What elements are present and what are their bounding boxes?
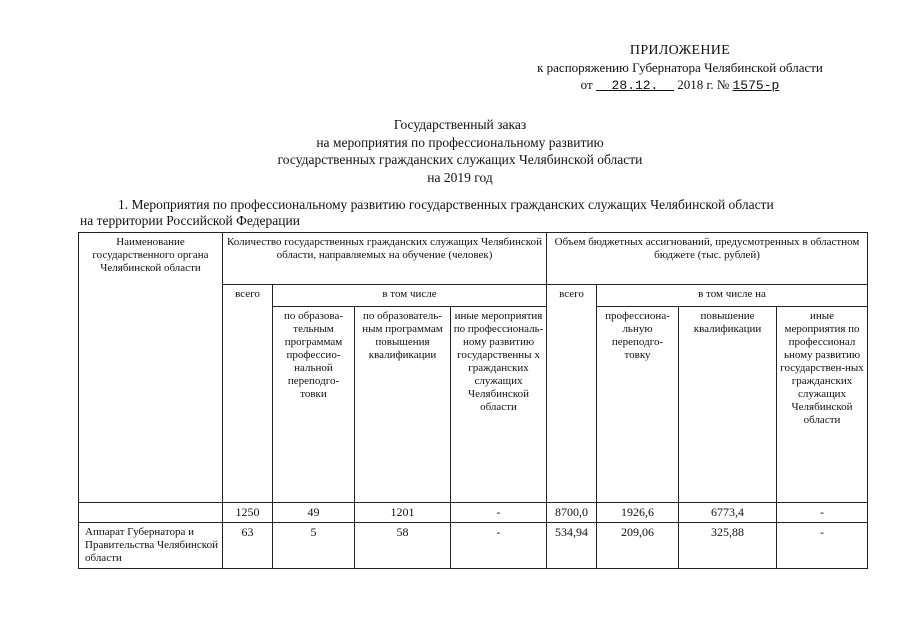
cell-other: - xyxy=(451,503,547,523)
header-org-name: Наименование государственного органа Челябинской области xyxy=(79,233,223,503)
header-including: в том числе xyxy=(273,285,547,307)
header-count-other: иные мероприятия по профессиональ-ному развитию государственны х гражданских служащих Челябинской области xyxy=(451,307,547,503)
header-count-retraining: по образова-тельным программам профессио-нальной переподго-товки xyxy=(273,307,355,503)
cell-budget-retraining: 1926,6 xyxy=(597,503,679,523)
cell-budget-retraining: 209,06 xyxy=(597,523,679,569)
header-budget-retraining: профессиона-льную переподго-товку xyxy=(597,307,679,503)
cell-name: Аппарат Губернатора и Правительства Челябинской области xyxy=(79,523,223,569)
document-title xyxy=(200,116,720,186)
header-including-for: в том числе на xyxy=(597,285,868,307)
cell-budget-other: - xyxy=(777,503,868,523)
header-count-qualification: по образователь-ным программам повышения квалификации xyxy=(355,307,451,503)
cell-budget-other: - xyxy=(777,523,868,569)
document-title-line2: на мероприятия по профессиональному развитию xyxy=(316,134,604,150)
table-row xyxy=(79,523,868,569)
header-budget-group: Объем бюджетных ассигнований, предусмотренных в областном бюджете (тыс. рублей) xyxy=(547,233,868,285)
header-budget-other: иные мероприятия по профессионал ьному развитию государствен-ных гражданских служащих Челябинской области xyxy=(777,307,868,503)
cell-retraining: 49 xyxy=(273,503,355,523)
cell-qualification: 58 xyxy=(355,523,451,569)
cell-name xyxy=(79,503,223,523)
cell-qualification: 1201 xyxy=(355,503,451,523)
document-title-line4: на 2019 год xyxy=(427,169,493,185)
appendix-block xyxy=(500,42,860,94)
state-order-table xyxy=(78,232,868,569)
header-budget-total: всего xyxy=(547,285,597,503)
appendix-order-line: к распоряжению Губернатора Челябинской области xyxy=(537,60,823,75)
section-heading-line1: 1. Мероприятия по профессиональному развитию государственных гражданских служащих Челябинской области xyxy=(118,197,774,212)
appendix-title: ПРИЛОЖЕНИЕ xyxy=(629,43,731,58)
appendix-date-prefix: от xyxy=(580,77,593,92)
header-budget-qualification: повышение квалификации xyxy=(679,307,777,503)
cell-budget-total: 534,94 xyxy=(547,523,597,569)
table-row xyxy=(79,503,868,523)
header-total: всего xyxy=(223,285,273,503)
cell-budget-qualification: 6773,4 xyxy=(679,503,777,523)
document-title-line3: государственных гражданских служащих Челябинской области xyxy=(277,152,643,167)
cell-total: 1250 xyxy=(223,503,273,523)
appendix-year: 2018 г. № xyxy=(677,77,730,92)
appendix-number: 1575-р xyxy=(732,78,780,93)
document-title-line1: Государственный заказ xyxy=(393,117,527,132)
cell-other: - xyxy=(451,523,547,569)
cell-budget-qualification: 325,88 xyxy=(679,523,777,569)
appendix-date: 28.12. xyxy=(611,78,659,93)
cell-retraining: 5 xyxy=(273,523,355,569)
header-count-group: Количество государственных гражданских служащих Челябинской области, направляемых на обучение (человек) xyxy=(223,233,547,285)
section-heading-line2: на территории Российской Федерации xyxy=(80,213,300,228)
appendix-date-line xyxy=(500,76,860,94)
section-heading xyxy=(80,197,860,229)
cell-budget-total: 8700,0 xyxy=(547,503,597,523)
cell-total: 63 xyxy=(223,523,273,569)
